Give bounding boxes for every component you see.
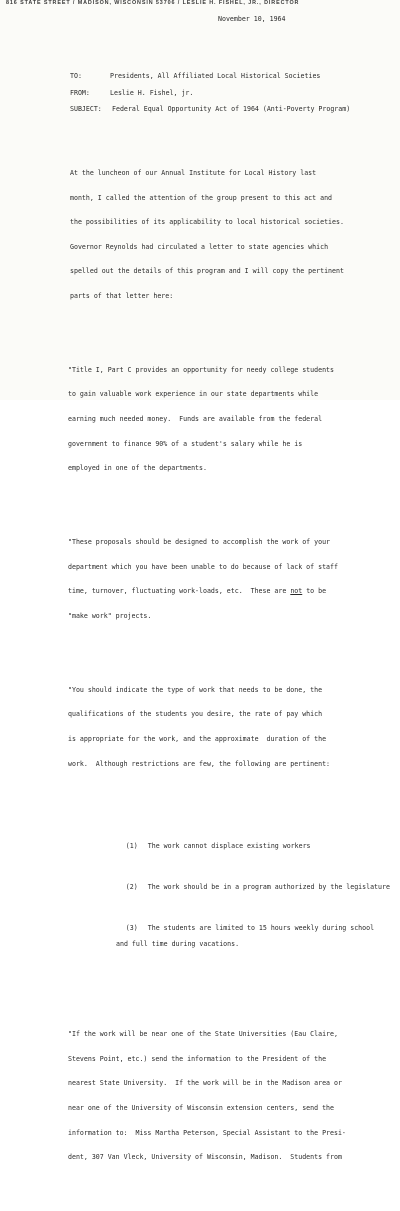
text-line: parts of that letter here: [70, 292, 174, 301]
list-continuation: and full time during vacations. [116, 940, 240, 949]
subject-value: Federal Equal Opportunity Act of 1964 (Anti-Poverty Program) [112, 105, 351, 113]
text-line: "Title I, Part C provides an opportunity for needy college students [68, 365, 334, 374]
text-line: is appropriate for the work, and the approximate duration of the [68, 734, 327, 743]
list-item [94, 833, 398, 858]
list-text: The work cannot displace existing workers [147, 841, 311, 850]
list-item [94, 874, 398, 899]
paragraph-indicate [68, 669, 398, 784]
text-line: spelled out the details of this program and I will copy the pertinent [70, 267, 344, 276]
paragraph-intro [70, 153, 398, 317]
text-segment: time, turnover, fluctuating work-loads, etc. These are [68, 587, 291, 596]
from-line [70, 89, 193, 97]
memo-date: November 10, 1964 [218, 15, 286, 23]
text-line: government to finance 90% of a student's salary while he is [68, 439, 303, 448]
text-line: Stevens Point, etc.) send the information to the President of the [68, 1054, 327, 1063]
text-line: qualifications of the students you desire, the rate of pay which [68, 710, 323, 719]
text-line: nearest State University. If the work will be in the Madison area or [68, 1079, 342, 1088]
text-line: the possibilities of its applicability to local historical societies. [70, 218, 344, 227]
restrictions-list [94, 817, 398, 981]
from-value: Leslie H. Fishel, jr. [110, 89, 194, 97]
underlined-word: not [290, 587, 303, 596]
text-line: to gain valuable work experience in our state departments while [68, 390, 319, 399]
subject-label: SUBJECT: [70, 105, 102, 113]
text-line: "make work" projects. [68, 611, 152, 620]
text-line: "You should indicate the type of work that needs to be done, the [68, 685, 323, 694]
text-segment: to be [302, 587, 327, 596]
paragraph-title-one [68, 349, 398, 488]
text-line: near one of the University of Wisconsin extension centers, send the [68, 1104, 334, 1113]
list-text: The students are limited to 15 hours weekly during school [147, 923, 375, 932]
memo-body [70, 128, 398, 1211]
text-line: Governor Reynolds had circulated a letter to state agencies which [70, 242, 329, 251]
letterhead: 816 STATE STREET / MADISON, WISCONSIN 53706 / LESLIE H. FISHEL, JR., DIRECTOR [6, 0, 300, 6]
list-number: (2) [125, 882, 138, 891]
paragraph-proposals [68, 522, 398, 637]
text-line: work. Although restrictions are few, the following are pertinent: [68, 759, 331, 768]
list-number: (3) [125, 923, 138, 932]
to-value: Presidents, All Affiliated Local Historical Societies [110, 72, 321, 80]
subject-line [70, 105, 350, 113]
text-line: employed in one of the departments. [68, 464, 207, 473]
text-line: dent, 307 Van Vleck, University of Wisconsin, Madison. Students from [68, 1153, 342, 1162]
text-line: information to: Miss Martha Peterson, Special Assistant to the Presi- [68, 1128, 346, 1137]
to-label: TO: [70, 72, 82, 80]
text-line: department which you have been unable to do because of lack of staff [68, 562, 338, 571]
text-line: earning much needed money. Funds are available from the federal [68, 415, 323, 424]
list-number: (1) [125, 841, 138, 850]
text-line: month, I called the attention of the group present to this act and [70, 193, 333, 202]
paragraph-universities [68, 1014, 398, 1178]
list-text: The work should be in a program authorized by the legislature [147, 882, 390, 891]
to-line [70, 72, 320, 80]
list-item [94, 915, 398, 964]
text-line: "If the work will be near one of the State Universities (Eau Claire, [68, 1030, 338, 1039]
from-label: FROM: [70, 89, 90, 97]
text-line [68, 587, 398, 595]
text-line: At the luncheon of our Annual Institute for Local History last [70, 169, 317, 178]
text-line: "These proposals should be designed to accomplish the work of your [68, 538, 331, 547]
